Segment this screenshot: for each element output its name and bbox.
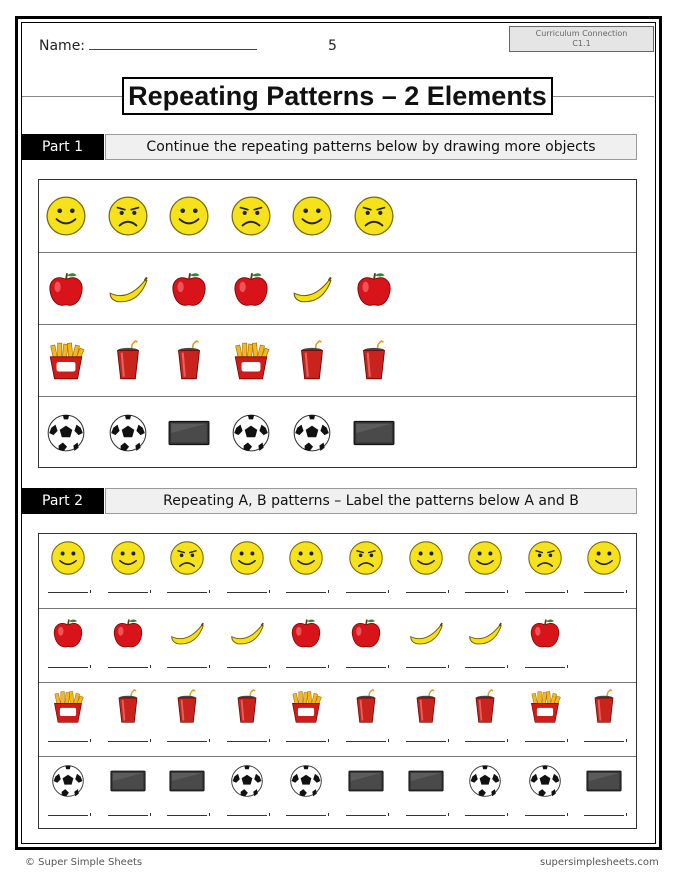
- page-number: 5: [328, 38, 337, 54]
- label-blank[interactable]: [227, 741, 267, 742]
- drink-icon: [342, 683, 390, 731]
- part2-instructions: Repeating A, B patterns – Label the patterns below A and B: [105, 488, 637, 514]
- part2-row-2: [39, 608, 636, 682]
- apple-icon: [104, 609, 152, 657]
- label-blank[interactable]: [227, 592, 267, 593]
- drink-icon: [104, 683, 152, 731]
- banana-icon: [163, 609, 211, 657]
- drink-icon: [163, 683, 211, 731]
- fries-icon: [42, 337, 90, 385]
- drink-icon: [288, 337, 336, 385]
- drink-icon: [223, 683, 271, 731]
- label-blank[interactable]: [167, 667, 207, 668]
- part1-row-2: [39, 252, 636, 324]
- apple-icon: [282, 609, 330, 657]
- apple-icon: [44, 609, 92, 657]
- footer-website: supersimplesheets.com: [540, 857, 659, 868]
- apple-icon: [227, 265, 275, 313]
- label-blank[interactable]: [286, 592, 326, 593]
- part2-row-3: [39, 682, 636, 756]
- label-blank[interactable]: [525, 815, 565, 816]
- part2-bar: [22, 488, 637, 514]
- label-blank[interactable]: [525, 592, 565, 593]
- drink-icon: [461, 683, 509, 731]
- fries-icon: [44, 683, 92, 731]
- happy-face-icon: [42, 192, 90, 240]
- label-blank[interactable]: [465, 815, 505, 816]
- curriculum-code: C1.1: [572, 39, 591, 48]
- label-blank[interactable]: [227, 815, 267, 816]
- label-blank[interactable]: [286, 815, 326, 816]
- soccer-ball-icon: [521, 757, 569, 805]
- soccer-ball-icon: [104, 409, 152, 457]
- soccer-ball-icon: [282, 757, 330, 805]
- happy-face-icon: [165, 192, 213, 240]
- fries-icon: [521, 683, 569, 731]
- label-blank[interactable]: [346, 667, 386, 668]
- name-blank[interactable]: [89, 38, 257, 50]
- part1-instructions: Continue the repeating patterns below by drawing more objects: [105, 134, 637, 160]
- label-blank[interactable]: [167, 592, 207, 593]
- label-blank[interactable]: [48, 667, 88, 668]
- label-blank[interactable]: [465, 592, 505, 593]
- label-blank[interactable]: [48, 741, 88, 742]
- part2-row-4: [39, 756, 636, 830]
- label-blank[interactable]: [108, 741, 148, 742]
- label-blank[interactable]: [167, 741, 207, 742]
- name-label: Name:: [39, 38, 86, 54]
- label-blank[interactable]: [406, 815, 446, 816]
- sad-face-icon: [521, 534, 569, 582]
- label-blank[interactable]: [286, 741, 326, 742]
- label-blank[interactable]: [525, 741, 565, 742]
- part2-label: Part 2: [22, 488, 104, 514]
- soccer-ball-icon: [42, 409, 90, 457]
- label-blank[interactable]: [584, 815, 624, 816]
- part1-label: Part 1: [22, 134, 104, 160]
- label-blank[interactable]: [346, 592, 386, 593]
- part1-bar: [22, 134, 637, 160]
- drink-icon: [580, 683, 628, 731]
- fries-icon: [227, 337, 275, 385]
- tv-icon: [342, 757, 390, 805]
- drink-icon: [165, 337, 213, 385]
- soccer-ball-icon: [223, 757, 271, 805]
- label-blank[interactable]: [406, 592, 446, 593]
- part1-row-3: [39, 324, 636, 396]
- part1-row-1: [39, 180, 636, 252]
- soccer-ball-icon: [461, 757, 509, 805]
- curriculum-title: Curriculum Connection: [535, 29, 628, 38]
- label-blank[interactable]: [286, 667, 326, 668]
- apple-icon: [521, 609, 569, 657]
- label-blank[interactable]: [167, 815, 207, 816]
- drink-icon: [104, 337, 152, 385]
- happy-face-icon: [223, 534, 271, 582]
- happy-face-icon: [580, 534, 628, 582]
- label-blank[interactable]: [108, 667, 148, 668]
- tv-icon: [350, 409, 398, 457]
- soccer-ball-icon: [227, 409, 275, 457]
- banana-icon: [104, 265, 152, 313]
- apple-icon: [42, 265, 90, 313]
- name-field[interactable]: [39, 38, 257, 54]
- banana-icon: [461, 609, 509, 657]
- label-blank[interactable]: [465, 667, 505, 668]
- happy-face-icon: [44, 534, 92, 582]
- tv-icon: [104, 757, 152, 805]
- label-blank[interactable]: [584, 592, 624, 593]
- tv-icon: [580, 757, 628, 805]
- tv-icon: [163, 757, 211, 805]
- sad-face-icon: [227, 192, 275, 240]
- banana-icon: [288, 265, 336, 313]
- part2-pattern-grid: [38, 533, 637, 829]
- happy-face-icon: [288, 192, 336, 240]
- happy-face-icon: [104, 534, 152, 582]
- label-blank[interactable]: [227, 667, 267, 668]
- apple-icon: [342, 609, 390, 657]
- label-blank[interactable]: [465, 741, 505, 742]
- sad-face-icon: [342, 534, 390, 582]
- label-blank[interactable]: [346, 741, 386, 742]
- page-title: Repeating Patterns – 2 Elements: [122, 77, 553, 115]
- happy-face-icon: [282, 534, 330, 582]
- label-blank[interactable]: [48, 815, 88, 816]
- banana-icon: [223, 609, 271, 657]
- sad-face-icon: [163, 534, 211, 582]
- sad-face-icon: [350, 192, 398, 240]
- label-blank[interactable]: [406, 667, 446, 668]
- soccer-ball-icon: [288, 409, 336, 457]
- label-blank[interactable]: [48, 592, 88, 593]
- part2-row-1: [39, 534, 636, 608]
- label-blank[interactable]: [346, 815, 386, 816]
- happy-face-icon: [402, 534, 450, 582]
- sad-face-icon: [104, 192, 152, 240]
- soccer-ball-icon: [44, 757, 92, 805]
- footer-copyright: © Super Simple Sheets: [25, 857, 143, 868]
- tv-icon: [165, 409, 213, 457]
- label-blank[interactable]: [584, 741, 624, 742]
- label-blank[interactable]: [406, 741, 446, 742]
- apple-icon: [350, 265, 398, 313]
- label-blank[interactable]: [525, 667, 565, 668]
- curriculum-box: [509, 26, 654, 52]
- fries-icon: [282, 683, 330, 731]
- drink-icon: [350, 337, 398, 385]
- label-blank[interactable]: [108, 815, 148, 816]
- part1-row-4: [39, 396, 636, 468]
- label-blank[interactable]: [108, 592, 148, 593]
- drink-icon: [402, 683, 450, 731]
- part1-pattern-grid: [38, 179, 637, 468]
- tv-icon: [402, 757, 450, 805]
- banana-icon: [402, 609, 450, 657]
- apple-icon: [165, 265, 213, 313]
- happy-face-icon: [461, 534, 509, 582]
